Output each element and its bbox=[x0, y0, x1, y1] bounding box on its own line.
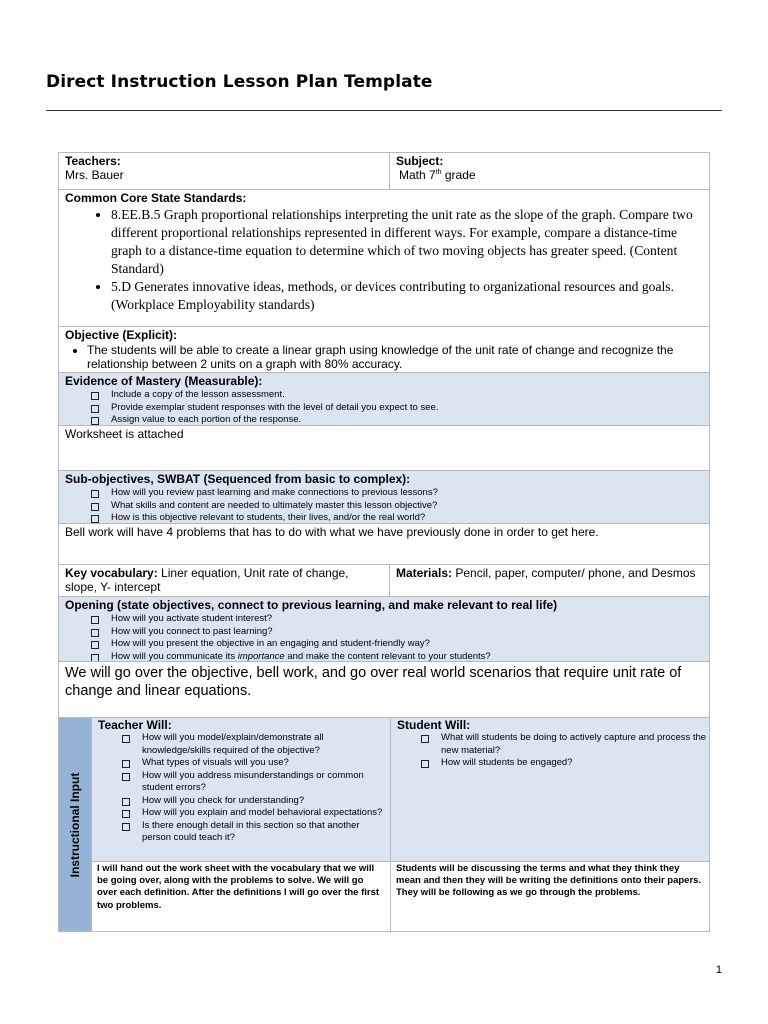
lesson-plan-table bbox=[58, 152, 710, 932]
subject-label: Subject: bbox=[396, 154, 444, 168]
standards-row bbox=[58, 189, 710, 326]
objective-list bbox=[59, 343, 709, 371]
mastery-header-row bbox=[58, 372, 710, 425]
student-will-label: Student Will: bbox=[397, 718, 471, 732]
checkbox-prompt: How will students be engaged? bbox=[421, 757, 709, 770]
materials-value: Pencil, paper, computer/ phone, and Desmos bbox=[452, 566, 696, 580]
checkbox-prompt: Provide exemplar student responses with the level of detail you expect to see. bbox=[91, 402, 709, 415]
teacher-response: I will hand out the work sheet with the vocabulary that we will be going over, along with the problems to solve. We will go over each definition. After the definitions I will go over the first two problems. bbox=[92, 862, 391, 933]
subobjectives-header-row bbox=[58, 470, 710, 523]
objective-item: • The students will be able to create a linear graph using knowledge of the unit rate of change and recognize the relationship between 2 units on a graph with 80% accuracy. bbox=[87, 343, 701, 371]
teacher-will-label: Teacher Will: bbox=[98, 718, 172, 732]
title-divider bbox=[46, 110, 722, 111]
mastery-prompts bbox=[59, 389, 709, 427]
opening-response: We will go over the objective, bell work, and go over real world scenarios that require unit rate of change and linear equations. bbox=[65, 665, 682, 699]
student-prompts bbox=[391, 732, 709, 770]
instructional-input-section bbox=[58, 717, 710, 932]
checkbox-prompt: What types of visuals will you use? bbox=[122, 757, 390, 770]
prompt-text: How will you communicate its bbox=[111, 650, 238, 662]
mastery-response: Worksheet is attached bbox=[65, 427, 184, 441]
standards-label: Common Core State Standards: bbox=[65, 191, 247, 205]
checkbox-prompt: How will you present the objective in an engaging and student-friendly way? bbox=[91, 638, 709, 651]
instructional-input-label: Instructional Input bbox=[68, 772, 82, 877]
checkbox-prompt: How will you explain and model behavioral expectations? bbox=[122, 807, 390, 820]
opening-header-row bbox=[58, 596, 710, 661]
checkbox-prompt: What will students be doing to actively capture and process the new material? bbox=[421, 732, 709, 757]
objective-row bbox=[58, 326, 710, 372]
subobjectives-prompts bbox=[59, 487, 709, 525]
subject-value bbox=[396, 168, 703, 182]
subject-value-sup: th bbox=[435, 169, 442, 176]
standard-item: • 5.D Generates innovative ideas, methods, or devices contributing to organizational resources and goals. (Workplace Employability standards) bbox=[111, 278, 701, 314]
opening-response-row bbox=[58, 661, 710, 717]
standard-item: • 8.EE.B.5 Graph proportional relationships interpreting the unit rate as the slope of the graph. Compare two different proportional relationships represented in different ways. For example, compare a distance-time graph to a distance-time equation to determine which of two moving objects has greater speed. (Content Standard) bbox=[111, 206, 701, 278]
checkbox-prompt: Assign value to each portion of the response. bbox=[91, 414, 709, 427]
subject-value-main: Math 7 bbox=[399, 168, 436, 182]
student-response: Students will be discussing the terms and what they think they mean and then they will be writing the definitions onto their papers. They will be following as we go through the problems. bbox=[396, 863, 702, 899]
checkbox-prompt: How will you connect to past learning? bbox=[91, 626, 709, 639]
checkbox-prompt: Is there enough detail in this section so that another person could teach it? bbox=[122, 820, 390, 845]
checkbox-prompt: What skills and content are needed to ultimately master this lesson objective? bbox=[91, 500, 709, 513]
prompt-text: and make the content relevant to your students? bbox=[284, 650, 491, 662]
subobjectives-response: Bell work will have 4 problems that has to do with what we have previously done in order to get here. bbox=[65, 525, 599, 539]
mastery-label: Evidence of Mastery (Measurable): bbox=[65, 374, 263, 388]
teacher-prompts bbox=[92, 732, 390, 845]
vocabulary-cell bbox=[59, 565, 390, 596]
prompt-emphasis: importance bbox=[237, 650, 285, 662]
subobjectives-response-row bbox=[58, 523, 710, 564]
materials-label: Materials: bbox=[396, 566, 453, 580]
subobjectives-label: Sub-objectives, SWBAT (Sequenced from basic to complex): bbox=[65, 472, 411, 486]
page-number: 1 bbox=[715, 964, 722, 976]
teacher-subject-row bbox=[58, 152, 710, 189]
opening-prompts bbox=[59, 613, 709, 663]
vocab-materials-row bbox=[58, 564, 710, 596]
checkbox-prompt: How will you model/explain/demonstrate all knowledge/skills required of the objective? bbox=[122, 732, 390, 757]
checkbox-prompt: How will you review past learning and make connections to previous lessons? bbox=[91, 487, 709, 500]
vocabulary-value: Liner equation, Unit rate of change, slope, Y- intercept bbox=[65, 566, 349, 594]
checkbox-prompt: How will you check for understanding? bbox=[122, 795, 390, 808]
teachers-label: Teachers: bbox=[65, 154, 121, 168]
standards-list bbox=[59, 206, 709, 314]
materials-cell bbox=[390, 565, 709, 596]
subject-value-suffix: grade bbox=[441, 168, 476, 182]
vocabulary-label: Key vocabulary: bbox=[65, 566, 158, 580]
checkbox-prompt: How will you activate student interest? bbox=[91, 613, 709, 626]
opening-label: Opening (state objectives, connect to previous learning, and make relevant to real life) bbox=[65, 598, 558, 612]
document-title: Direct Instruction Lesson Plan Template bbox=[46, 72, 433, 92]
checkbox-prompt: How will you address misunderstandings or common student errors? bbox=[122, 770, 390, 795]
checkbox-prompt: Include a copy of the lesson assessment. bbox=[91, 389, 709, 402]
objective-label: Objective (Explicit): bbox=[65, 328, 178, 342]
instructional-input-sidebar bbox=[59, 718, 92, 931]
teachers-value: Mrs. Bauer bbox=[65, 168, 124, 182]
checkbox-prompt: How is this objective relevant to students, their lives, and/or the real world? bbox=[91, 512, 709, 525]
mastery-response-row bbox=[58, 425, 710, 470]
